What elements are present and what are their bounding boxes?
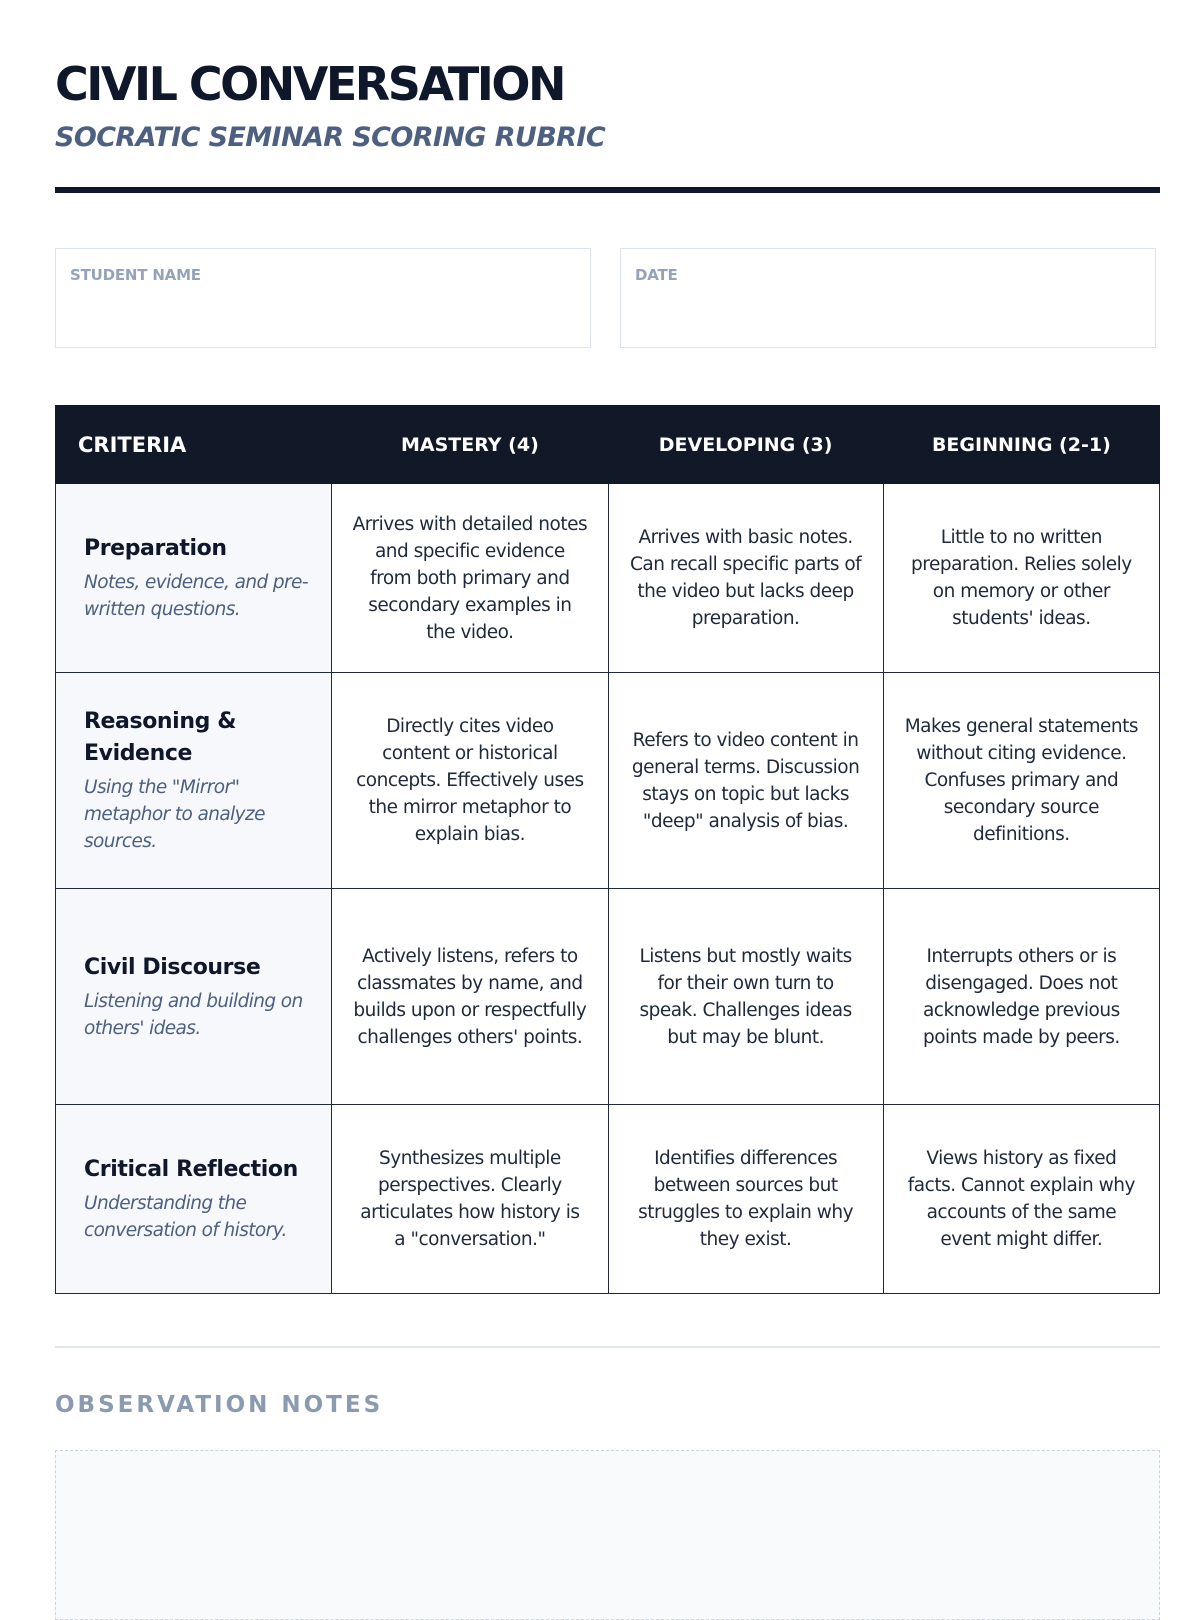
- page-title: CIVIL CONVERSATION: [55, 57, 564, 111]
- rubric-header-row: [56, 406, 1160, 484]
- criteria-description: Using the "Mirror" metaphor to analyze sources.: [84, 777, 265, 852]
- criteria-name: Critical Reflection: [84, 1157, 298, 1182]
- section-divider: [55, 1346, 1160, 1348]
- criteria-description: Understanding the conversation of history.: [84, 1193, 287, 1241]
- rubric-row-critical-reflection: [56, 1105, 1160, 1294]
- developing-cell: Listens but mostly waits for their own turn to speak. Challenges ideas but may be blunt.: [608, 889, 883, 1105]
- observation-notes-box[interactable]: [55, 1450, 1160, 1620]
- criteria-description: Notes, evidence, and pre-written questions.: [84, 572, 308, 620]
- student-name-field[interactable]: [55, 248, 591, 348]
- developing-cell: Refers to video content in general terms. Discussion stays on topic but lacks "deep" analysis of bias.: [608, 673, 883, 889]
- criteria-cell: [56, 889, 332, 1105]
- student-name-input[interactable]: [70, 295, 576, 337]
- criteria-name: Civil Discourse: [84, 954, 261, 980]
- date-label: DATE: [635, 266, 678, 284]
- rubric-table: [55, 405, 1160, 1294]
- page-subtitle: SOCRATIC SEMINAR SCORING RUBRIC: [55, 122, 606, 153]
- beginning-cell: Interrupts others or is disengaged. Does not acknowledge previous points made by peers.: [883, 889, 1159, 1105]
- developing-cell: Identifies differences between sources but struggles to explain why they exist.: [608, 1105, 883, 1294]
- beginning-cell: Views history as fixed facts. Cannot explain why accounts of the same event might differ.: [883, 1105, 1159, 1294]
- rubric-row-reasoning-evidence: [56, 673, 1160, 889]
- beginning-cell: Little to no written preparation. Relies solely on memory or other students' ideas.: [883, 484, 1159, 673]
- header-beginning: BEGINNING (2-1): [883, 406, 1159, 484]
- criteria-cell: [56, 673, 332, 889]
- rubric-row-civil-discourse: [56, 889, 1160, 1105]
- criteria-name: Reasoning & Evidence: [84, 709, 236, 766]
- rubric-row-preparation: [56, 484, 1160, 673]
- date-field[interactable]: [620, 248, 1156, 348]
- developing-cell: Arrives with basic notes. Can recall specific parts of the video but lacks deep preparation.: [608, 484, 883, 673]
- student-name-label: STUDENT NAME: [70, 266, 201, 284]
- title-divider: [55, 187, 1160, 193]
- mastery-cell: Arrives with detailed notes and specific evidence from both primary and secondary examples in the video.: [332, 484, 608, 673]
- mastery-cell: Directly cites video content or historical concepts. Effectively uses the mirror metaphor to explain bias.: [332, 673, 608, 889]
- beginning-cell: Makes general statements without citing evidence. Confuses primary and secondary source definitions.: [883, 673, 1159, 889]
- mastery-cell: Actively listens, refers to classmates by name, and builds upon or respectfully challenges others' points.: [332, 889, 608, 1105]
- criteria-name: Preparation: [84, 536, 227, 561]
- observation-notes-title: OBSERVATION NOTES: [55, 1392, 384, 1418]
- header-developing: DEVELOPING (3): [608, 406, 883, 484]
- header-mastery: MASTERY (4): [332, 406, 608, 484]
- date-input[interactable]: [635, 295, 1141, 337]
- criteria-cell: [56, 484, 332, 673]
- mastery-cell: Synthesizes multiple perspectives. Clearly articulates how history is a "conversation.": [332, 1105, 608, 1294]
- header-criteria: CRITERIA: [56, 406, 332, 484]
- criteria-cell: [56, 1105, 332, 1294]
- criteria-description: Listening and building on others' ideas.: [84, 990, 303, 1039]
